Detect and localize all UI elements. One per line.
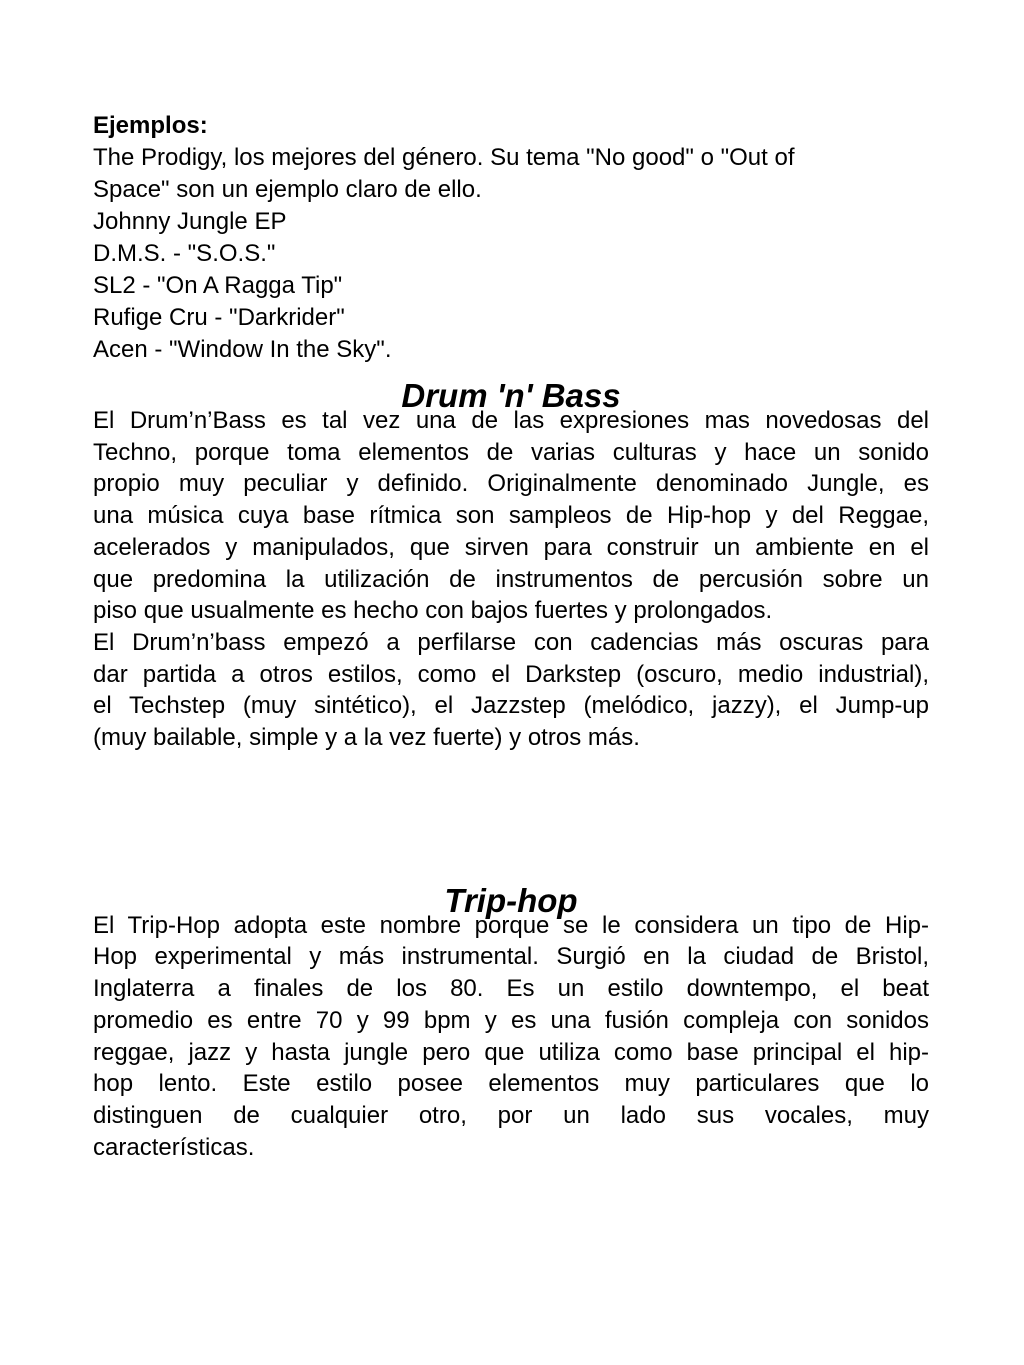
paragraph-line: una música cuya base rítmica son sampleos de Hip-hop y del Reggae, <box>93 502 929 530</box>
paragraph-line: características. <box>93 1133 255 1161</box>
examples-line: Space" son un ejemplo claro de ello. <box>93 176 482 203</box>
examples-line: Acen - "Window In the Sky". <box>93 336 392 363</box>
trip-hop-paragraph <box>93 910 929 1164</box>
examples-line: D.M.S. - "S.O.S." <box>93 240 276 267</box>
paragraph-line: El Drum’n’Bass es tal vez una de las expresiones mas novedosas del <box>93 407 929 434</box>
paragraph-line: hop lento. Este estilo posee elementos muy particulares que lo <box>93 1070 929 1098</box>
paragraph-line: promedio es entre 70 y 99 bpm y es una fusión compleja con sonidos <box>93 1006 929 1034</box>
paragraph-line: propio muy peculiar y definido. Originalmente denominado Jungle, es <box>93 470 929 498</box>
paragraph-line: dar partida a otros estilos, como el Darkstep (oscuro, medio industrial), <box>93 660 929 688</box>
paragraph-line: distinguen de cualquier otro, por un lado sus vocales, muy <box>93 1101 929 1129</box>
paragraph-line: El Drum’n’bass empezó a perfilarse con cadencias más oscuras para <box>93 628 929 656</box>
examples-line: Rufige Cru - "Darkrider" <box>93 304 345 331</box>
paragraph-line: reggae, jazz y hasta jungle pero que utiliza como base principal el hip- <box>93 1038 929 1066</box>
drum-n-bass-paragraph-2 <box>93 627 929 754</box>
trip-hop-title: Trip-hop <box>444 881 578 919</box>
examples-heading: Ejemplos: <box>93 112 208 139</box>
paragraph-line: El Trip-Hop adopta este nombre porque se le considera un tipo de Hip- <box>93 911 929 939</box>
examples-line: The Prodigy, los mejores del género. Su tema "No good" o "Out of <box>93 144 795 171</box>
examples-section <box>93 110 929 366</box>
paragraph-line: que predomina la utilización de instrumentos de percusión sobre un <box>93 565 929 593</box>
paragraph-line: acelerados y manipulados, que sirven para construir un ambiente en el <box>93 533 929 561</box>
paragraph-line: Techno, porque toma elementos de varias culturas y hace un sonido <box>93 438 929 466</box>
paragraph-line: (muy bailable, simple y a la vez fuerte) y otros más. <box>93 724 640 752</box>
examples-line: SL2 - "On A Ragga Tip" <box>93 272 343 299</box>
drum-n-bass-paragraph-1 <box>93 405 929 627</box>
paragraph-line: piso que usualmente es hecho con bajos fuertes y prolongados. <box>93 597 773 625</box>
drum-n-bass-title: Drum 'n' Bass <box>401 377 621 414</box>
document-page <box>93 110 929 1163</box>
examples-line: Johnny Jungle EP <box>93 208 287 235</box>
paragraph-line: el Techstep (muy sintético), el Jazzstep (melódico, jazzy), el Jump-up <box>93 692 929 720</box>
paragraph-line: Inglaterra a finales de los 80. Es un estilo downtempo, el beat <box>93 975 929 1003</box>
paragraph-line: Hop experimental y más instrumental. Surgió en la ciudad de Bristol, <box>93 943 929 971</box>
